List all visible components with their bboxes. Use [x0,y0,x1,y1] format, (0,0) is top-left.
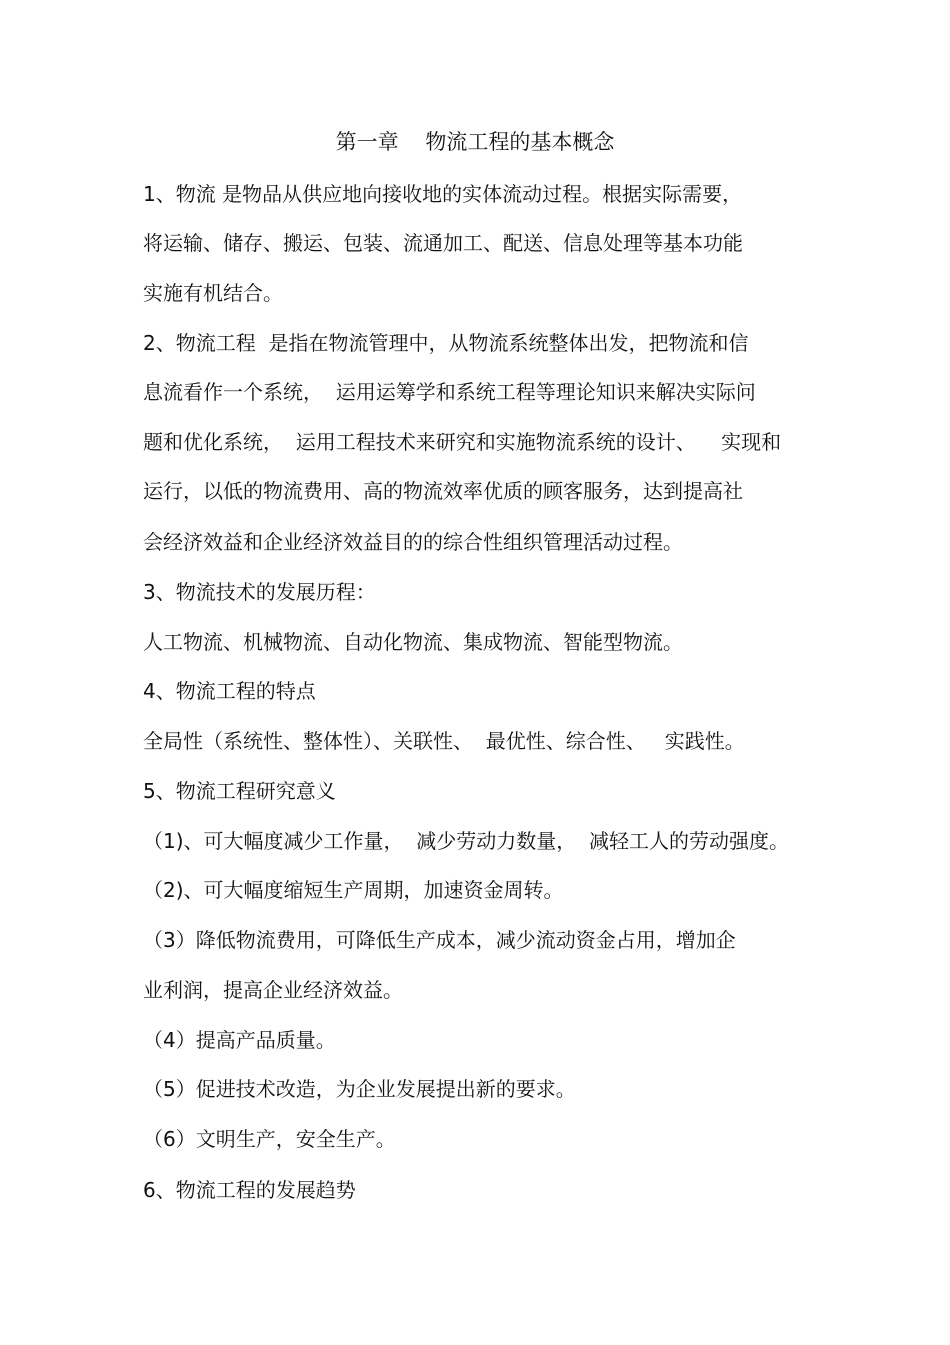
list-item: （6）文明生产，安全生产。 [143,1127,396,1151]
text-line: 会经济效益和企业经济效益目的的综合性组织管理活动过程。 [143,530,683,554]
text-line: 全局性（系统性、整体性）、关联性、 最优性、综合性、 实践性。 [143,729,745,753]
text-line: 题和优化系统， 运用工程技术来研究和实施物流系统的设计、 实现和 [143,430,782,454]
chapter-title: 第一章 物流工程的基本概念 [335,130,615,154]
section-heading: 5、物流工程研究意义 [143,779,336,803]
list-item: （4）提高产品质量。 [143,1028,336,1052]
list-item: （1)、可大幅度减少工作量， 减少劳动力数量， 减轻工人的劳动强度。 [143,829,789,853]
text-line: 运行，以低的物流费用、高的物流效率优质的顾客服务，达到提高社 [143,479,743,503]
section-heading: 4、物流工程的特点 [143,679,316,703]
list-item: （5）促进技术改造，为企业发展提出新的要求。 [143,1077,576,1101]
text-line: 实施有机结合。 [143,281,283,305]
section-heading: 6、物流工程的发展趋势 [143,1178,356,1202]
text-line: 2、物流工程 是指在物流管理中，从物流系统整体出发，把物流和信 [143,331,749,355]
list-item: （3）降低物流费用，可降低生产成本，减少流动资金占用，增加企 [143,928,736,952]
list-item: （2)、可大幅度缩短生产周期，加速资金周转。 [143,878,564,902]
section-heading: 3、物流技术的发展历程： [143,580,376,604]
text-line: 息流看作一个系统， 运用运筹学和系统工程等理论知识来解决实际问 [143,380,756,404]
text-line: 将运输、储存、搬运、包装、流通加工、配送、信息处理等基本功能 [143,231,743,255]
text-line: 1、物流 是物品从供应地向接收地的实体流动过程。根据实际需要， [143,182,743,206]
text-line: 业利润，提高企业经济效益。 [143,978,403,1002]
text-line: 人工物流、机械物流、自动化物流、集成物流、智能型物流。 [143,630,683,654]
